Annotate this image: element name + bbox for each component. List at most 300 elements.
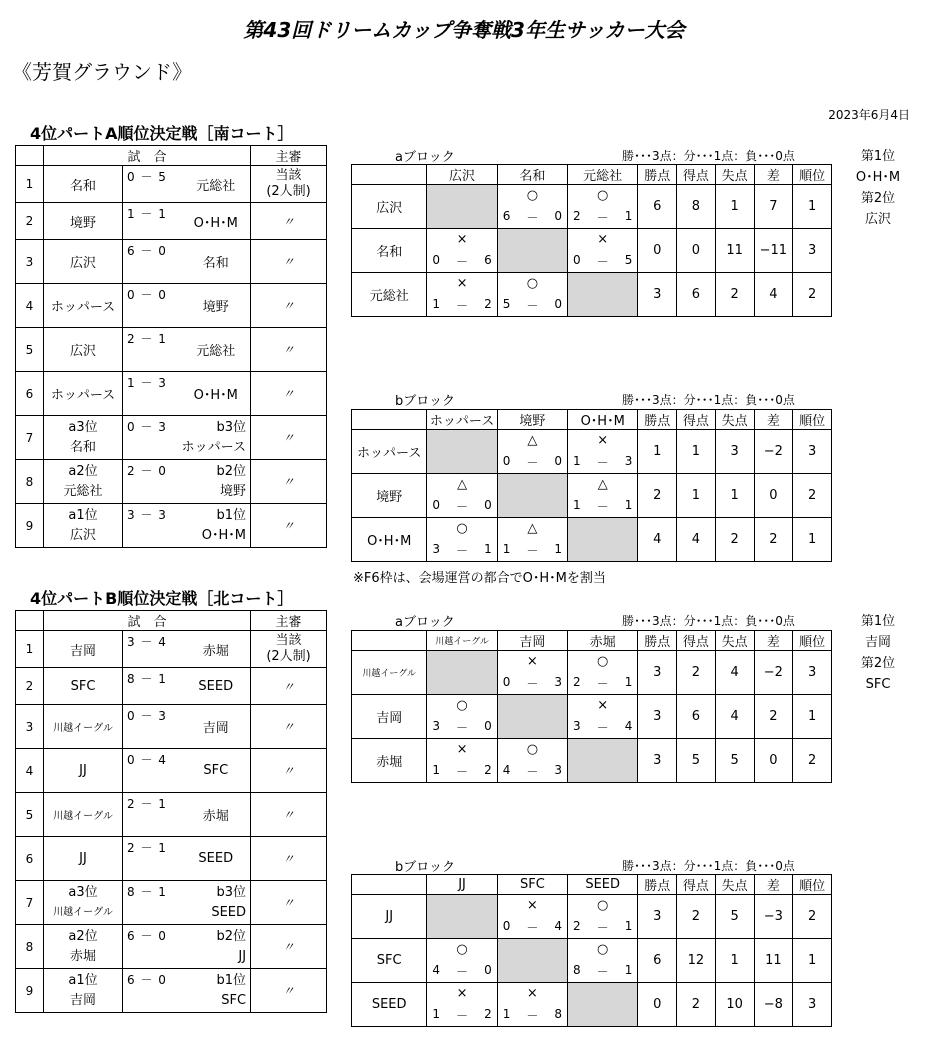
schedule-row (16, 372, 327, 416)
home-team: SFC (44, 668, 123, 705)
match-result (497, 983, 567, 1027)
block-row (352, 739, 832, 783)
home-team (44, 460, 123, 504)
team-column-header: ホッパース (427, 410, 497, 430)
match-result (568, 695, 638, 739)
score-separator: － (456, 544, 469, 558)
self-match-cell (427, 895, 497, 939)
result-mark: × (456, 232, 468, 247)
self-match-cell (427, 651, 497, 695)
match-score: 1 － 1 (123, 203, 182, 240)
away-team: SFC (182, 749, 251, 793)
stat-column-header: 勝点 (638, 631, 677, 651)
match-score: 6 － 0 (123, 925, 182, 969)
stat-column-header: 失点 (715, 631, 754, 651)
stat-value: 0 (638, 229, 677, 273)
stat-value: 0 (638, 983, 677, 1027)
schedule-row (16, 240, 327, 284)
away-team: 赤堀 (182, 793, 251, 837)
score-separator: － (456, 500, 469, 514)
stat-value: −11 (754, 229, 793, 273)
team-name: SFC (352, 939, 427, 983)
team-column-header: SFC (497, 875, 567, 895)
result-score (498, 919, 567, 936)
part-b-block-a-legend: 勝･･･3点：分･･･1点：負･･･0点 (622, 614, 795, 628)
goals-against: 1 (484, 542, 492, 556)
result-score (498, 542, 567, 559)
match-result (427, 983, 497, 1027)
stat-column-header: 順位 (793, 875, 832, 895)
match-result (568, 185, 638, 229)
stat-value: 2 (677, 895, 716, 939)
result-score (568, 498, 637, 515)
stat-value: 4 (715, 651, 754, 695)
result-score (568, 253, 637, 270)
first-place-team: 吉岡 (864, 635, 891, 650)
result-score (568, 454, 637, 471)
goals-for: 0 (432, 253, 441, 267)
referee: 〃 (251, 705, 327, 749)
second-place-label: 第2位 (860, 191, 896, 206)
goals-against: 1 (624, 498, 633, 512)
team-column-header: 広沢 (427, 165, 497, 185)
part-a-block-b-legend: 勝･･･3点：分･･･1点：負･･･0点 (622, 393, 795, 407)
stat-value: 4 (715, 695, 754, 739)
goals-for: 3 (432, 542, 441, 556)
goals-for: 1 (573, 498, 581, 512)
referee: 〃 (251, 925, 327, 969)
result-score (498, 209, 567, 226)
home-team-name: 吉岡 (69, 992, 96, 1008)
stat-column-header: 得点 (677, 631, 716, 651)
result-mark: × (597, 232, 609, 247)
match-score: 8 － 1 (123, 881, 182, 925)
header-blank (352, 631, 427, 651)
self-match-cell (568, 518, 638, 562)
stat-column-header: 差 (754, 165, 793, 185)
schedule-row (16, 925, 327, 969)
self-match-cell (497, 939, 567, 983)
result-score (568, 675, 637, 692)
stat-value: 2 (677, 983, 716, 1027)
result-mark: ○ (597, 942, 609, 957)
goals-against: 2 (484, 763, 492, 777)
result-mark: × (526, 654, 538, 669)
part-a-schedule-table (15, 145, 327, 548)
match-number: 9 (16, 969, 44, 1013)
referee: 〃 (251, 240, 327, 284)
result-score (427, 963, 496, 980)
result-mark: △ (457, 477, 468, 492)
stat-value: 4 (754, 273, 793, 317)
stat-value: 3 (715, 430, 754, 474)
stat-value: 11 (715, 229, 754, 273)
match-result (568, 895, 638, 939)
goals-against: 0 (554, 297, 563, 311)
stat-value: 3 (793, 430, 832, 474)
header-blank (352, 875, 427, 895)
match-number: 5 (16, 793, 44, 837)
away-team: SEED (182, 668, 251, 705)
away-team: O･H･M (182, 372, 251, 416)
result-score (498, 454, 567, 471)
score-separator: － (526, 677, 539, 691)
match-result (497, 273, 567, 317)
stat-value: 3 (638, 273, 677, 317)
event-date: 2023年6月4日 (828, 108, 910, 122)
stat-value: 1 (677, 430, 716, 474)
away-team (182, 969, 251, 1013)
team-column-header: 赤堀 (568, 631, 638, 651)
team-name: SEED (352, 983, 427, 1027)
team-column-header: SEED (568, 875, 638, 895)
goals-against: 1 (624, 209, 633, 223)
goals-for: 1 (432, 1007, 441, 1021)
referee: 〃 (251, 203, 327, 240)
match-result (427, 229, 497, 273)
away-team: 元総社 (182, 328, 251, 372)
schedule-row (16, 749, 327, 793)
match-result (427, 939, 497, 983)
result-score (427, 253, 496, 270)
allocation-note: ※F6枠は、会場運営の都合でO･H･Mを割当 (353, 571, 606, 586)
home-team: 広沢 (44, 240, 123, 284)
referee: 当該 (2人制) (251, 166, 327, 203)
stat-value: 3 (638, 895, 677, 939)
self-match-cell (497, 695, 567, 739)
referee: 当該 (2人制) (251, 631, 327, 668)
result-score (568, 719, 637, 736)
team-name: 元総社 (352, 273, 427, 317)
team-column-header: O･H･M (568, 410, 638, 430)
stat-column-header: 失点 (715, 410, 754, 430)
home-team: JJ (44, 749, 123, 793)
match-result (497, 651, 567, 695)
goals-against: 5 (624, 253, 633, 267)
score-separator: － (456, 965, 469, 979)
stat-value: 3 (793, 983, 832, 1027)
team-column-header: JJ (427, 875, 497, 895)
match-number: 9 (16, 504, 44, 548)
result-score (427, 1007, 496, 1024)
match-result (427, 273, 497, 317)
goals-against: 1 (624, 675, 633, 689)
seed-label: b1位 (216, 507, 247, 523)
away-team (182, 925, 251, 969)
referee: 〃 (251, 749, 327, 793)
seed-label: a1位 (68, 972, 98, 988)
stat-value: 1 (715, 474, 754, 518)
result-mark: ○ (597, 188, 609, 203)
schedule-row (16, 504, 327, 548)
away-team-name: SFC (221, 992, 247, 1008)
goals-against: 8 (554, 1007, 563, 1021)
stat-value: 3 (638, 651, 677, 695)
goals-for: 1 (502, 1007, 511, 1021)
stat-value: 2 (638, 474, 677, 518)
match-result (427, 518, 497, 562)
goals-for: 3 (573, 719, 581, 733)
match-number: 2 (16, 203, 44, 240)
stat-value: 3 (793, 229, 832, 273)
part-a-block-b-table (351, 409, 832, 562)
part-b-block-a-table (351, 630, 832, 783)
stat-value: 2 (793, 895, 832, 939)
stat-column-header: 差 (754, 631, 793, 651)
self-match-cell (427, 185, 497, 229)
match-number: 3 (16, 705, 44, 749)
stat-value: 5 (677, 739, 716, 783)
stat-value: 5 (715, 739, 754, 783)
away-team-name: SEED (211, 904, 247, 920)
team-name: JJ (352, 895, 427, 939)
away-team-name: ホッパース (181, 439, 247, 455)
match-number: 3 (16, 240, 44, 284)
match-result (497, 430, 567, 474)
stat-value: 3 (638, 695, 677, 739)
away-team: 名和 (182, 240, 251, 284)
score-separator: － (526, 299, 539, 313)
stat-value: 4 (638, 518, 677, 562)
seed-label: b2位 (216, 928, 247, 944)
match-result (497, 895, 567, 939)
part-b-schedule-table (15, 610, 327, 1013)
stat-value: 1 (715, 185, 754, 229)
goals-for: 0 (502, 454, 511, 468)
home-team (44, 416, 123, 460)
result-score (568, 209, 637, 226)
goals-against: 3 (554, 763, 563, 777)
score-separator: － (526, 1009, 539, 1023)
match-score: 0 － 0 (123, 284, 182, 328)
match-score: 0 － 5 (123, 166, 182, 203)
header-referee: 主審 (251, 611, 327, 631)
score-separator: － (526, 921, 539, 935)
part-b-heading: 4位パートB順位決定戦［北コート］ (30, 589, 294, 608)
score-separator: － (596, 677, 609, 691)
referee: 〃 (251, 416, 327, 460)
match-result (427, 474, 497, 518)
match-score: 0 － 3 (123, 705, 182, 749)
team-column-header: 名和 (497, 165, 567, 185)
stat-value: 1 (793, 695, 832, 739)
schedule-row (16, 793, 327, 837)
result-score (498, 297, 567, 314)
score-separator: － (596, 500, 609, 514)
away-team: 元総社 (182, 166, 251, 203)
header-match: 試 合 (44, 146, 251, 166)
team-name: 吉岡 (352, 695, 427, 739)
block-row (352, 474, 832, 518)
home-team (44, 504, 123, 548)
stat-value: 2 (754, 518, 793, 562)
goals-against: 6 (484, 253, 492, 267)
goals-against: 0 (484, 719, 492, 733)
header-match: 試 合 (44, 611, 251, 631)
part-b-block-b-table (351, 874, 832, 1027)
stat-value: 8 (677, 185, 716, 229)
schedule-row (16, 881, 327, 925)
match-result (568, 430, 638, 474)
team-name: 境野 (352, 474, 427, 518)
result-score (427, 498, 496, 515)
match-result (427, 695, 497, 739)
seed-label: a2位 (68, 928, 98, 944)
match-number: 1 (16, 631, 44, 668)
second-place-team: SFC (865, 677, 891, 692)
result-score (568, 919, 637, 936)
stat-column-header: 得点 (677, 875, 716, 895)
seed-label: a2位 (68, 463, 98, 479)
result-mark: ○ (456, 698, 468, 713)
home-team: 吉岡 (44, 631, 123, 668)
stat-value: 3 (638, 739, 677, 783)
part-a-standings (843, 146, 913, 230)
block-row (352, 430, 832, 474)
referee: 〃 (251, 668, 327, 705)
stat-column-header: 失点 (715, 875, 754, 895)
goals-for: 0 (502, 675, 511, 689)
schedule-row (16, 705, 327, 749)
score-separator: － (456, 299, 469, 313)
referee: 〃 (251, 328, 327, 372)
seed-label: a3位 (68, 419, 98, 435)
score-separator: － (596, 255, 609, 269)
stat-value: 10 (715, 983, 754, 1027)
match-number: 7 (16, 416, 44, 460)
match-number: 2 (16, 668, 44, 705)
header-blank (352, 165, 427, 185)
match-score: 6 － 0 (123, 969, 182, 1013)
stat-value: 11 (754, 939, 793, 983)
result-mark: × (456, 986, 468, 1001)
goals-for: 0 (502, 919, 511, 933)
home-team-name: 赤堀 (69, 948, 96, 964)
block-row (352, 895, 832, 939)
stat-value: 0 (677, 229, 716, 273)
score-separator: － (596, 965, 609, 979)
goals-against: 3 (624, 454, 633, 468)
stat-value: 2 (793, 273, 832, 317)
result-mark: ○ (526, 742, 539, 757)
stat-value: 6 (677, 273, 716, 317)
result-mark: △ (527, 433, 538, 448)
home-team: 広沢 (44, 328, 123, 372)
team-name: O･H･M (352, 518, 427, 562)
match-number: 8 (16, 925, 44, 969)
home-team: 境野 (44, 203, 123, 240)
goals-for: 8 (573, 963, 581, 977)
goals-for: 1 (432, 763, 441, 777)
stat-column-header: 順位 (793, 165, 832, 185)
stat-value: 4 (677, 518, 716, 562)
team-column-header: 川越イーグル (427, 631, 497, 651)
result-score (498, 675, 567, 692)
goals-for: 0 (432, 498, 441, 512)
stat-value: 3 (793, 651, 832, 695)
schedule-row (16, 416, 327, 460)
stat-column-header: 得点 (677, 165, 716, 185)
result-score (498, 763, 567, 780)
goals-against: 0 (484, 498, 492, 512)
block-row (352, 229, 832, 273)
stat-value: 1 (677, 474, 716, 518)
away-team (182, 460, 251, 504)
goals-for: 5 (502, 297, 511, 311)
stat-value: −8 (754, 983, 793, 1027)
home-team: 名和 (44, 166, 123, 203)
result-mark: × (526, 986, 538, 1001)
score-separator: － (456, 721, 469, 735)
home-team-name: 名和 (69, 439, 96, 455)
seed-label: b3位 (216, 884, 247, 900)
stat-value: 7 (754, 185, 793, 229)
result-mark: × (597, 433, 609, 448)
result-mark: × (456, 742, 468, 757)
team-name: 赤堀 (352, 739, 427, 783)
block-row (352, 185, 832, 229)
home-team (44, 969, 123, 1013)
match-number: 7 (16, 881, 44, 925)
stat-value: 1 (793, 185, 832, 229)
goals-against: 1 (624, 919, 633, 933)
referee: 〃 (251, 460, 327, 504)
stat-value: 0 (754, 474, 793, 518)
schedule-row (16, 166, 327, 203)
first-place-label: 第1位 (860, 149, 896, 164)
stat-column-header: 差 (754, 875, 793, 895)
match-score: 2 － 1 (123, 328, 182, 372)
result-mark: × (526, 898, 538, 913)
away-team: 赤堀 (182, 631, 251, 668)
match-score: 0 － 4 (123, 749, 182, 793)
referee: 〃 (251, 372, 327, 416)
goals-for: 0 (573, 253, 581, 267)
home-team: 川越イーグル (44, 793, 123, 837)
team-name: 名和 (352, 229, 427, 273)
score-separator: － (456, 765, 469, 779)
goals-for: 2 (573, 919, 581, 933)
match-result (497, 739, 567, 783)
goals-for: 3 (432, 719, 441, 733)
referee: 〃 (251, 881, 327, 925)
result-mark: ○ (526, 188, 539, 203)
stat-value: 12 (677, 939, 716, 983)
match-number: 6 (16, 372, 44, 416)
score-separator: － (526, 456, 539, 470)
schedule-row (16, 328, 327, 372)
result-mark: ○ (597, 898, 609, 913)
team-name: 広沢 (352, 185, 427, 229)
stat-value: 2 (793, 474, 832, 518)
seed-label: a3位 (68, 884, 98, 900)
result-mark: × (597, 698, 609, 713)
team-name: 川越イーグル (352, 651, 427, 695)
stat-value: 6 (638, 185, 677, 229)
stat-column-header: 順位 (793, 631, 832, 651)
match-score: 3 － 4 (123, 631, 182, 668)
stat-value: 5 (715, 895, 754, 939)
score-separator: － (596, 721, 609, 735)
header-referee: 主審 (251, 146, 327, 166)
self-match-cell (568, 739, 638, 783)
stat-column-header: 順位 (793, 410, 832, 430)
away-team: O･H･M (182, 203, 251, 240)
score-separator: － (526, 544, 539, 558)
goals-against: 1 (554, 542, 563, 556)
stat-value: 2 (715, 518, 754, 562)
stat-value: 2 (754, 695, 793, 739)
